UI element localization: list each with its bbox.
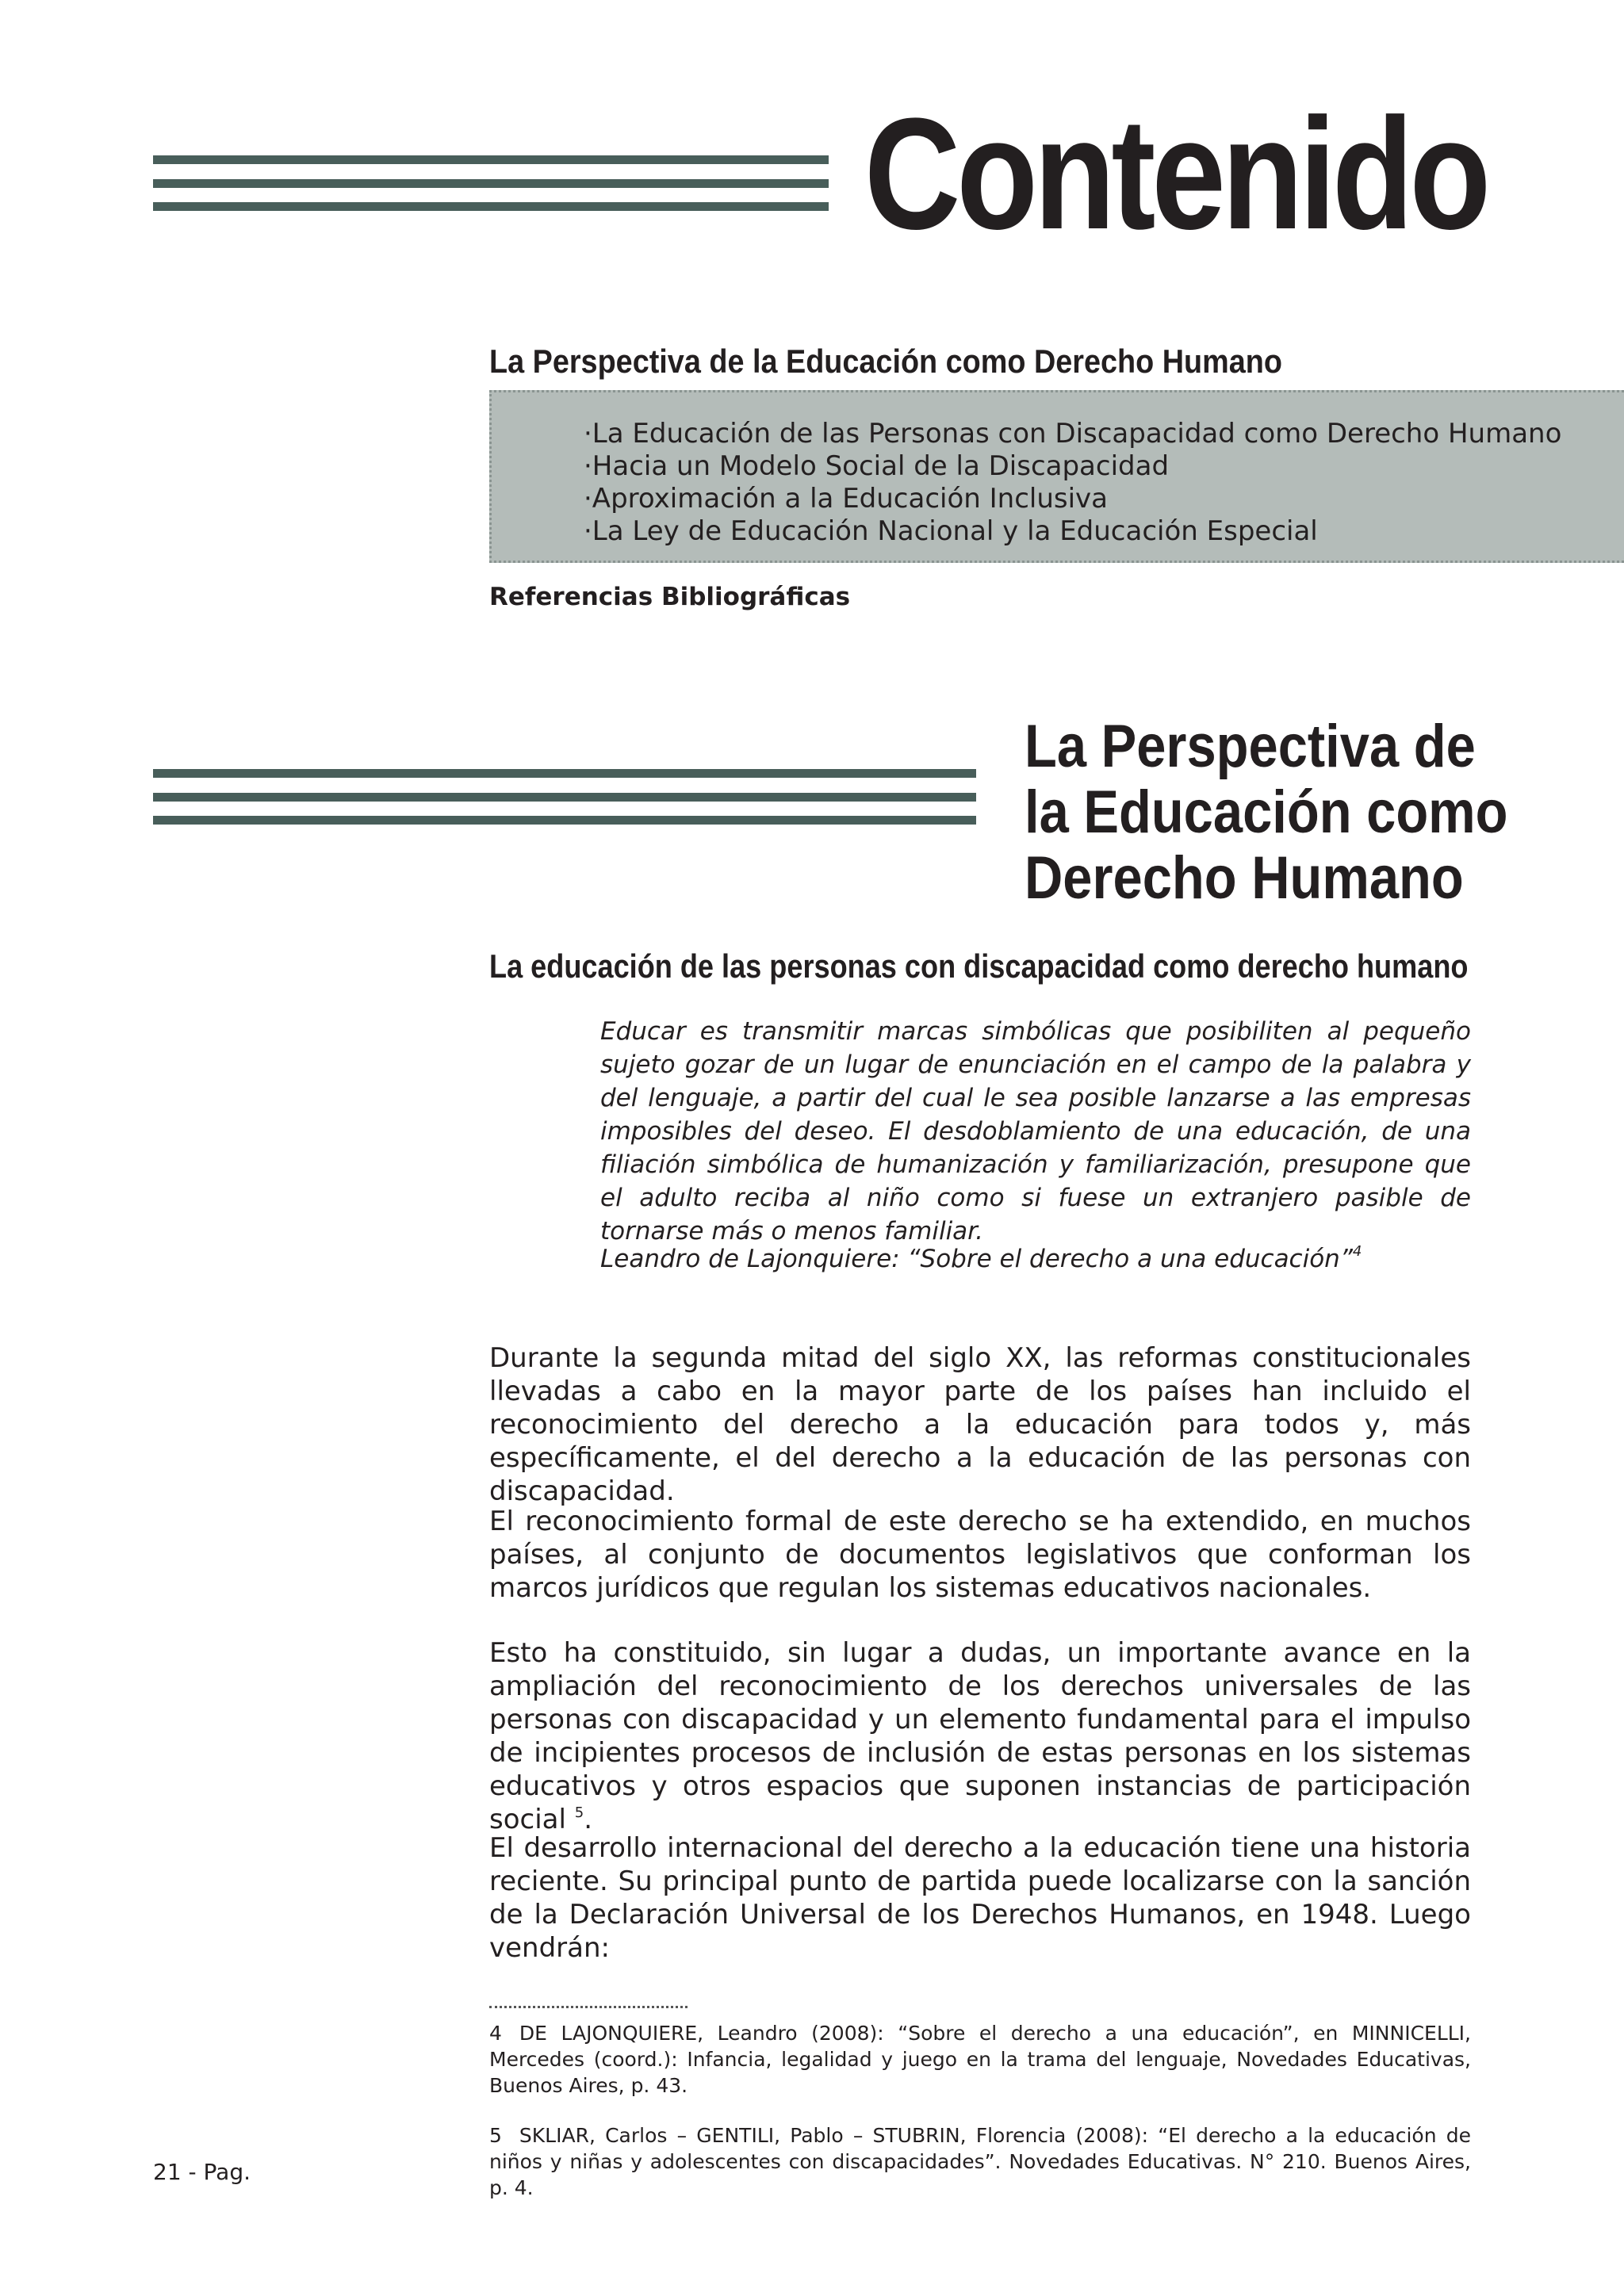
toc-list (492, 392, 1624, 548)
body-paragraph: El desarrollo internacional del derecho a la educación tiene una historia reciente. Su principal punto de partida puede localizarse con la sanción de la Declaración Universal de los Derechos Humanos, en 1948. Luego vendrán: (489, 1832, 1471, 1964)
toc-item[interactable]: ·Aproximación a la Educación Inclusiva (584, 483, 1109, 515)
stripe (153, 202, 829, 211)
stripe (153, 816, 976, 825)
epigraph-source-text: Leandro de Lajonquiere: “Sobre el derecho a una educación” (600, 1245, 1353, 1273)
body-paragraph: Esto ha constituido, sin lugar a dudas, un importante avance en la ampliación del reconocimiento de los derechos universales de las personas con discapacidad y un elemento fundamental para el impulso de incipientes procesos de inclusión de estas personas en los sistemas educativos y otros espacios que suponen instancias de participación social $^5$. (489, 1637, 1471, 1835)
footnote-text: SKLIAR, Carlos – GENTILI, Pablo – STUBRIN, Florencia (2008): “El derecho a la educación de niños y niñas y adolescentes con discapacidades”. Novedades Educativas. N° 210. Buenos Aires, p. 4. (489, 2124, 1471, 2199)
stripe (153, 769, 976, 778)
footnote-number: 5 (489, 2124, 502, 2147)
toc-item[interactable]: ·La Educación de las Personas con Discapacidad como Derecho Humano (584, 418, 1562, 450)
page-title: Contenido (864, 86, 1488, 262)
toc-references[interactable]: Referencias Bibliográficas (489, 583, 851, 611)
section-stripes (153, 769, 976, 826)
body-paragraph: El reconocimiento formal de este derecho se ha extendido, en muchos países, al conjunto de documentos legislativos que conforman los marcos jurídicos que regulan los sistemas educativos nacionales. (489, 1506, 1471, 1604)
header-stripes (153, 155, 829, 212)
section-title-line: la Educación como (1025, 779, 1508, 846)
footnote-ref[interactable]: 4 (1352, 1243, 1362, 1260)
toc-item[interactable]: ·La Ley de Educación Nacional y la Educación Especial (584, 515, 1318, 547)
section-title-line: Derecho Humano (1025, 844, 1464, 912)
page-number: 21 - Pag. (153, 2159, 251, 2185)
stripe (153, 179, 829, 188)
body-paragraph: Durante la segunda mitad del siglo XX, las reformas constitucionales llevadas a cabo en la mayor parte de los países han incluido el reconocimiento del derecho a la educación para todos y, más específicamente, el del derecho a la educación de las personas con discapacidad. (489, 1342, 1471, 1507)
epigraph-source (600, 1245, 1362, 1273)
footnote-divider (489, 2006, 688, 2008)
section-title (1025, 714, 1507, 911)
footnote (489, 2122, 1471, 2201)
footnote-number: 4 (489, 2022, 502, 2045)
toc-heading: La Perspectiva de la Educación como Derecho Humano (489, 342, 1282, 380)
subsection-heading: La educación de las personas con discapacidad como derecho humano (489, 947, 1469, 985)
stripe (153, 793, 976, 802)
footnote-ref[interactable]: 5 (574, 1804, 584, 1821)
body-paragraph-text: Esto ha constituido, sin lugar a dudas, un importante avance en la ampliación del reconocimiento de los derechos universales de las personas con discapacidad y un elemento fundamental para el impulso de incipientes procesos de inclusión de estas personas en los sistemas educativos y otros espacios que suponen instancias de participación social (489, 1637, 1471, 1835)
toc-box (489, 390, 1624, 563)
stripe (153, 155, 829, 164)
footnote-text: DE LAJONQUIERE, Leandro (2008): “Sobre el derecho a una educación”, en MINNICELLI, Mercedes (coord.): Infancia, legalidad y juego en la trama del lenguaje, Novedades Educativas, Buenos Aires, p. 43. (489, 2022, 1471, 2097)
epigraph-text: Educar es transmitir marcas simbólicas que posibiliten al pequeño sujeto gozar de un lugar de enunciación en el campo de la palabra y del lenguaje, a partir del cual le sea posible lanzarse a las empresas imposibles del deseo. El desdoblamiento de una educación, de una filiación simbólica de humanización y familiarización, presupone que el adulto reciba al niño como si fuese un extranjero pasible de tornarse más o menos familiar. (600, 1017, 1471, 1246)
section-title-line: La Perspectiva de (1025, 713, 1476, 780)
toc-item[interactable]: ·Hacia un Modelo Social de la Discapacidad (584, 450, 1170, 482)
footnote (489, 2020, 1471, 2099)
